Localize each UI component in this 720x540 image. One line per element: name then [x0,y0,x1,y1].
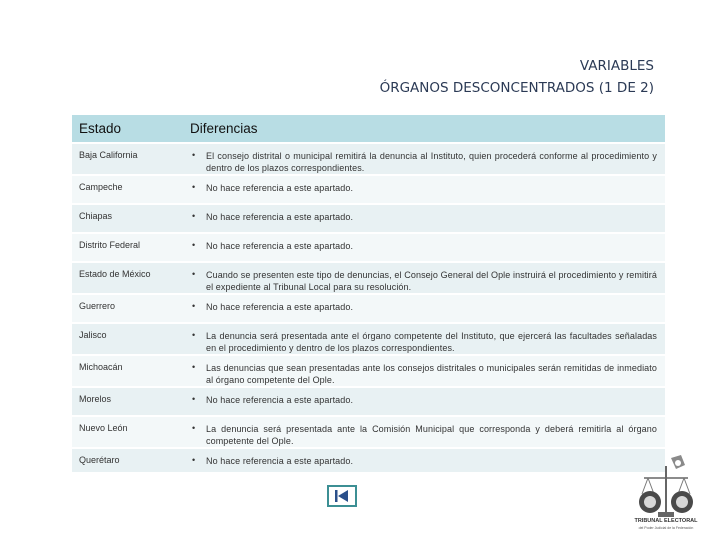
cell-estado: Baja California [72,143,183,175]
cell-diferencias [183,175,665,204]
cell-diferencias [183,294,665,323]
tribunal-electoral-logo [628,452,708,536]
header-estado: Estado [72,115,183,143]
bullet-icon: • [192,330,196,340]
cell-estado: Distrito Federal [72,233,183,262]
comparison-table [72,115,665,474]
cell-estado: Morelos [72,387,183,416]
cell-text: No hace referencia a este apartado. [206,395,354,405]
bullet-icon: • [192,423,196,433]
cell-estado: Campeche [72,175,183,204]
cell-diferencias [183,143,665,175]
table-row [72,204,665,233]
bullet-icon: • [192,301,196,311]
cell-estado: Chiapas [72,204,183,233]
cell-estado: Jalisco [72,323,183,355]
cell-diferencias [183,262,665,294]
table-row [72,294,665,323]
cell-diferencias [183,416,665,448]
bullet-icon: • [192,150,196,160]
table-row [72,355,665,387]
logo-subtitle: del Poder Judicial de la Federación [638,526,694,530]
cell-text: No hace referencia a este apartado. [206,302,354,312]
table-row [72,175,665,204]
bullet-icon: • [192,455,196,465]
table-row [72,387,665,416]
table-row [72,416,665,448]
cell-estado: Michoacán [72,355,183,387]
cell-diferencias [183,204,665,233]
cell-estado: Nuevo León [72,416,183,448]
bullet-icon: • [192,182,196,192]
cell-text: No hace referencia a este apartado. [206,241,354,251]
title-line-1: VARIABLES [579,58,654,74]
cell-estado: Guerrero [72,294,183,323]
cell-diferencias [183,448,665,473]
skip-to-start-icon [333,489,351,503]
cell-estado: Estado de México [72,262,183,294]
cell-text: No hace referencia a este apartado. [206,183,354,193]
cell-text: El consejo distrital o municipal remitirá la denuncia al Instituto, quien procederá conforme al procedimiento y dentro de los plazos correspondientes. [206,151,657,173]
bullet-icon: • [192,211,196,221]
table-row [72,262,665,294]
table-row [72,143,665,175]
bullet-icon: • [192,269,196,279]
table-row [72,323,665,355]
cell-text: La denuncia será presentada ante la Comisión Municipal que corresponda y deberá remitirla al órgano competente del Ople. [206,424,657,446]
cell-text: Las denuncias que sean presentadas ante los consejos distritales o municipales serán remitidas de inmediato al órgano competente del Ople. [206,363,657,385]
cell-diferencias [183,323,665,355]
first-slide-button[interactable] [327,485,357,507]
cell-diferencias [183,355,665,387]
cell-estado: Querétaro [72,448,183,473]
slide-title [380,55,654,99]
bullet-icon: • [192,240,196,250]
cell-diferencias [183,233,665,262]
logo-title: TRIBUNAL ELECTORAL [634,518,698,524]
scales-of-justice-icon [628,452,704,518]
bullet-icon: • [192,394,196,404]
header-diferencias: Diferencias [183,115,665,143]
table-header-row [72,115,665,143]
title-line-2: ÓRGANOS DESCONCENTRADOS (1 DE 2) [379,80,654,96]
cell-diferencias [183,387,665,416]
table-row [72,448,665,473]
cell-text: Cuando se presenten este tipo de denuncias, el Consejo General del Ople instruirá el procedimiento y remitirá el expediente al Tribunal Local para su resolución. [206,270,657,292]
bullet-icon: • [192,362,196,372]
cell-text: No hace referencia a este apartado. [206,456,354,466]
cell-text: No hace referencia a este apartado. [206,212,354,222]
table-row [72,233,665,262]
cell-text: La denuncia será presentada ante el órgano competente del Instituto, que ejercerá las facultades señaladas en el procedimiento y dentro de los plazos correspondientes. [206,331,657,353]
